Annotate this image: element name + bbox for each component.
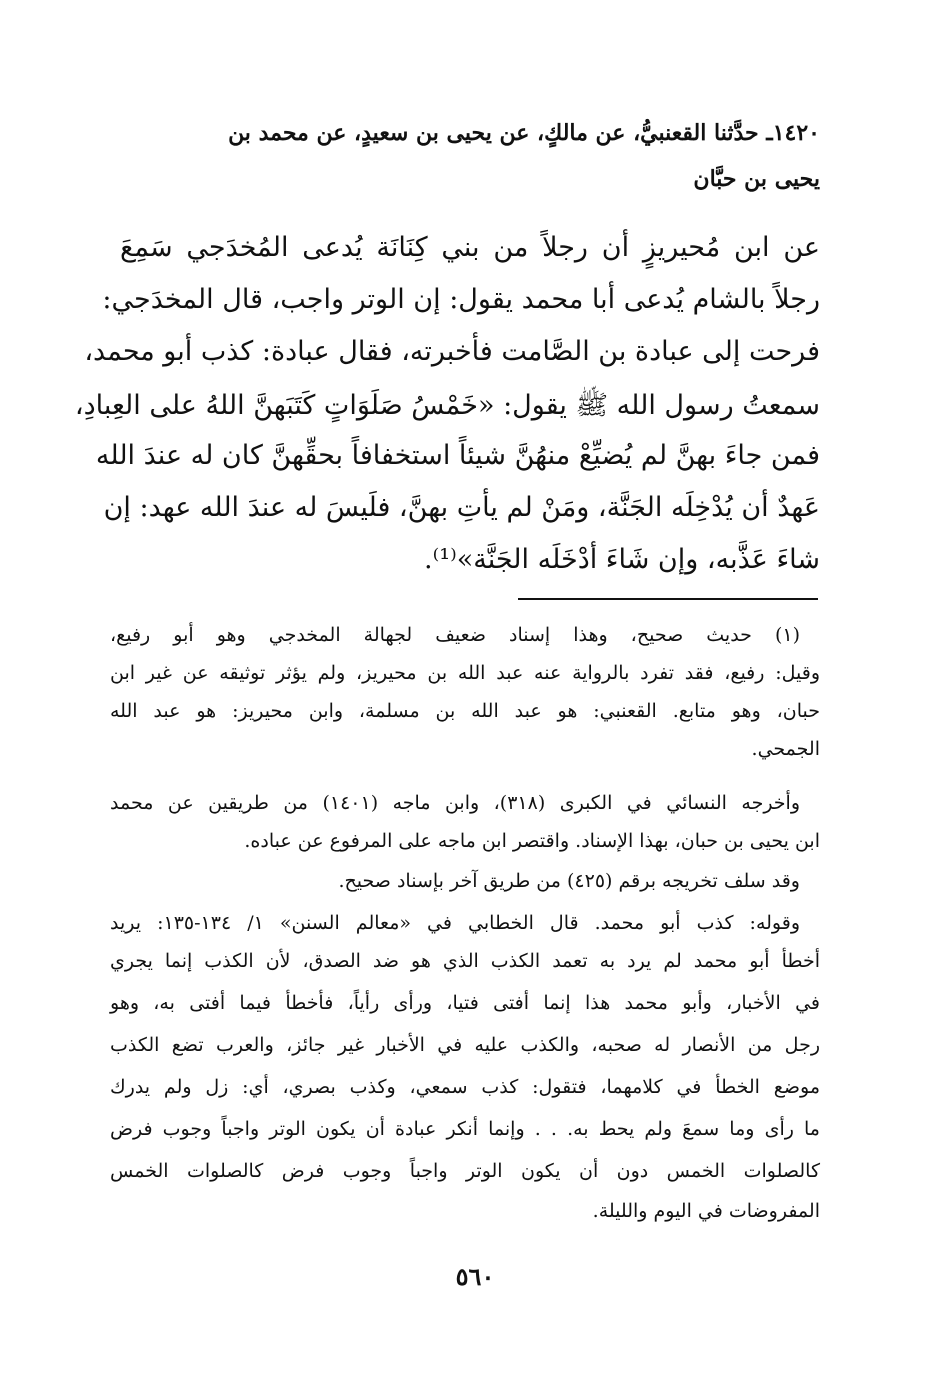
hadith-matn-line-2: رجلاً بالشام يُدعى أبا محمد يقول: إن الوتر واجب، قال المخدَجي: bbox=[102, 284, 820, 315]
footnote-line-10: في الأخبار، وأبو محمد هذا إنما أفتى فتيا، ورأى رأياً، فأخطأ فيما أفتى به، وهو bbox=[110, 992, 820, 1014]
footnote-line-4: الجمحي. bbox=[751, 738, 820, 760]
footnote-line-13: ما رأى وما سمعَ ولم يحط به. . . وإنما أنكر عبادة أن يكون الوتر واجباً وجوب فرض bbox=[110, 1118, 820, 1140]
footnote-line-11: رجل من الأنصار له صحبه، والكذب عليه في الأخبار غير جائز، والعرب تضع الكذب bbox=[110, 1034, 820, 1056]
footnote-line-15: المفروضات في اليوم والليلة. bbox=[592, 1200, 820, 1222]
footnote-line-2: وقيل: رفيع، فقد تفرد بالرواية عنه عبد الله بن محيريز، ولم يؤثر توثيقه عن غير ابن bbox=[110, 662, 820, 684]
hadith-matn-line-1: عن ابن مُحيريزٍ أن رجلاً من بني كِنَانَة يُدعى المُخدَجي سَمِعَ bbox=[120, 232, 820, 263]
footnote-line-3: حبان، وهو متابع. القعنبي: هو عبد الله بن مسلمة، وابن محيريز: هو عبد الله bbox=[110, 700, 820, 722]
hadith-matn-line-7: شاءَ عَذَّبه، وإن شَاءَ أدْخَلَه الجَنَّة»⁽¹⁾. bbox=[424, 544, 820, 575]
page-number: ٥٦٠ bbox=[455, 1262, 495, 1291]
hadith-matn-line-5: فمن جاءَ بهنَّ لم يُضيِّعْ منهُنَّ شيئاً استخفافاً بحقِّهنَّ كان له عندَ الله bbox=[95, 440, 820, 471]
footnote-line-6: ابن يحيى بن حبان، بهذا الإسناد. واقتصر ابن ماجه على المرفوع عن عباده. bbox=[244, 830, 820, 852]
footnote-line-1: (١) حديث صحيح، وهذا إسناد ضعيف لجهالة المخدجي وهو أبو رفيع، bbox=[110, 624, 800, 646]
hadith-isnad-line-2: يحيى بن حبَّان bbox=[693, 166, 820, 192]
footnote-line-12: موضع الخطأ في كلامهما، فتقول: كذب سمعي، وكذب بصري، أي: زل ولم يدرك bbox=[110, 1076, 820, 1098]
hadith-isnad-line-1: ١٤٢٠ـ حدَّثنا القعنبيُّ، عن مالكٍ، عن يحيى بن سعيدٍ، عن محمد بن bbox=[228, 120, 820, 146]
footnote-line-9: أخطأ أبو محمد لم يرد به تعمد الكذب الذي هو ضد الصدق، لأن الكذب إنما يجري bbox=[110, 950, 820, 972]
hadith-matn-line-6: عَهدٌ أن يُدْخِلَه الجَنَّة، ومَنْ لم يأتِ بهنَّ، فلَيسَ له عندَ الله عهد: إن bbox=[103, 492, 820, 523]
footnote-line-14: كالصلوات الخمس دون أن يكون الوتر واجباً وجوب فرض كالصلوات الخمس bbox=[110, 1160, 820, 1182]
hadith-matn-line-4: سمعتُ رسول الله ﷺ يقول: «خَمْسُ صَلَوَاتٍ كَتَبَهنَّ اللهُ على العِبادِ، bbox=[74, 390, 820, 421]
footnote-line-7: وقد سلف تخريجه برقم (٤٢٥) من طريق آخر بإسناد صحيح. bbox=[338, 870, 800, 892]
footnote-line-5: وأخرجه النسائي في الكبرى (٣١٨)، وابن ماجه (١٤٠١) من طريقين عن محمد bbox=[110, 792, 800, 814]
footnote-line-8: وقوله: كذب أبو محمد. قال الخطابي في «معالم السنن» ١/ ١٣٤-١٣٥: يريد bbox=[110, 912, 800, 934]
footnote-separator bbox=[518, 598, 818, 600]
hadith-matn-line-3: فرحت إلى عبادة بن الصَّامت فأخبرته، فقال عبادة: كذب أبو محمد، bbox=[84, 336, 820, 367]
